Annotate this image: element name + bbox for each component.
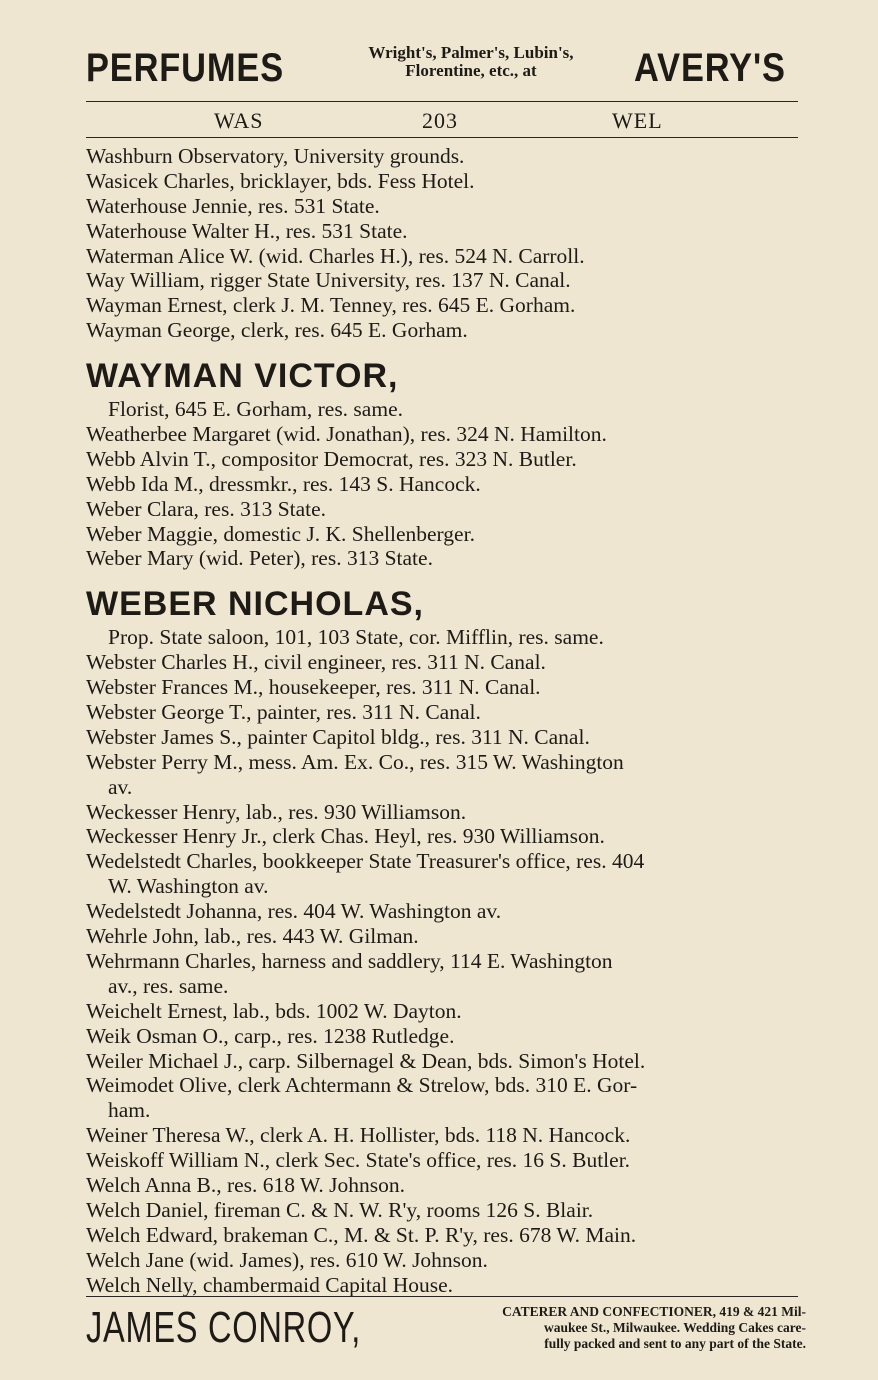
bottom-advertisement <box>86 1302 806 1354</box>
directory-entry: Webster Perry M., mess. Am. Ex. Co., res. 315 W. Washington <box>86 749 624 774</box>
directory-entry: Weatherbee Margaret (wid. Jonathan), res. 324 N. Hamilton. <box>86 422 607 447</box>
directory-entry: av., res. same. <box>108 973 229 998</box>
directory-entry: Webster Charles H., civil engineer, res. 311 N. Canal. <box>86 650 546 675</box>
directory-entry: Webster James S., painter Capitol bldg., res. 311 N. Canal. <box>86 724 590 749</box>
bottom-rule <box>86 1296 798 1297</box>
top-rule <box>86 101 798 102</box>
directory-entry: Weber Mary (wid. Peter), res. 313 State. <box>86 546 433 571</box>
directory-entry: Weber Maggie, domestic J. K. Shellenberger. <box>86 521 475 546</box>
directory-entry: Weichelt Ernest, lab., bds. 1002 W. Dayton. <box>86 998 462 1023</box>
ad-conroy-line1: CATERER AND CONFECTIONER, 419 & 421 Mil- <box>502 1304 806 1319</box>
ad-perfume-brands-line1: Wright's, Palmer's, Lubin's, <box>368 43 574 62</box>
directory-entry: Welch Nelly, chambermaid Capital House. <box>86 1272 454 1297</box>
directory-entry: Weckesser Henry, lab., res. 930 Williamson. <box>86 799 467 824</box>
directory-entry: Welch Daniel, fireman C. & N. W. R'y, rooms 126 S. Blair. <box>86 1197 594 1222</box>
directory-entry: Welch Edward, brakeman C., M. & St. P. R'y, res. 678 W. Main. <box>86 1222 637 1247</box>
directory-entry: Waterhouse Walter H., res. 531 State. <box>86 218 408 243</box>
directory-entry: av. <box>108 774 133 799</box>
ad-perfumes-word: PERFUMES <box>86 46 285 90</box>
directory-entry: Washburn Observatory, University grounds. <box>86 144 465 168</box>
directory-entry: Webster Frances M., housekeeper, res. 311 N. Canal. <box>86 675 541 700</box>
running-head-right: WEL <box>612 108 663 133</box>
directory-entry: Weiner Theresa W., clerk A. H. Hollister, bds. 118 N. Hancock. <box>86 1123 631 1148</box>
ad-conroy-text <box>396 1304 806 1352</box>
ad-perfume-brands-line2: Florentine, etc., at <box>405 61 537 80</box>
directory-entry: Wedelstedt Johanna, res. 404 W. Washington av. <box>86 899 502 924</box>
entry-heading: WEBER NICHOLAS, <box>86 585 424 624</box>
entry-heading: WAYMAN VICTOR, <box>86 357 399 396</box>
directory-entry: Webster George T., painter, res. 311 N. Canal. <box>86 700 481 725</box>
directory-entry: Waterman Alice W. (wid. Charles H.), res. 524 N. Carroll. <box>86 243 585 268</box>
directory-entry: Welch Jane (wid. James), res. 610 W. Johnson. <box>86 1247 488 1272</box>
directory-entry: Prop. State saloon, 101, 103 State, cor. Mifflin, res. same. <box>108 625 604 650</box>
directory-entry: Florist, 645 E. Gorham, res. same. <box>108 397 403 422</box>
directory-entry: Weckesser Henry Jr., clerk Chas. Heyl, res. 930 Williamson. <box>86 824 605 849</box>
running-head-left: WAS <box>214 108 264 133</box>
ad-perfume-brands <box>306 44 636 80</box>
directory-entry: Wayman Ernest, clerk J. M. Tenney, res. 645 E. Gorham. <box>86 293 576 318</box>
directory-entry: Wasicek Charles, bricklayer, bds. Fess Hotel. <box>86 168 475 193</box>
ad-conroy-line3: fully packed and sent to any part of the State. <box>544 1336 806 1351</box>
directory-entry: Wayman George, clerk, res. 645 E. Gorham. <box>86 318 468 343</box>
ad-averys-word: AVERY'S <box>634 46 786 90</box>
directory-entry: W. Washington av. <box>108 874 269 899</box>
ad-conroy-name: JAMES CONROY, <box>86 1303 361 1352</box>
directory-entry: Way William, rigger State University, res. 137 N. Canal. <box>86 268 571 293</box>
ad-conroy-line2: waukee St., Milwaukee. Wedding Cakes care- <box>543 1320 806 1335</box>
directory-entry: Weimodet Olive, clerk Achtermann & Strelow, bds. 310 E. Gor- <box>86 1073 638 1098</box>
directory-entry: ham. <box>108 1098 151 1123</box>
directory-entries <box>86 144 806 1297</box>
directory-entry: Webb Ida M., dressmkr., res. 143 S. Hancock. <box>86 471 481 496</box>
directory-entry: Weiskoff William N., clerk Sec. State's office, res. 16 S. Butler. <box>86 1148 631 1173</box>
directory-entry: Webb Alvin T., compositor Democrat, res. 323 N. Butler. <box>86 446 577 471</box>
directory-entry: Weiler Michael J., carp. Silbernagel & Dean, bds. Simon's Hotel. <box>86 1048 646 1073</box>
directory-entry: Waterhouse Jennie, res. 531 State. <box>86 193 380 218</box>
top-advertisement <box>86 42 802 94</box>
directory-entry: Welch Anna B., res. 618 W. Johnson. <box>86 1172 405 1197</box>
page-number: 203 <box>422 108 458 133</box>
directory-entry: Weik Osman O., carp., res. 1238 Rutledge. <box>86 1023 455 1048</box>
running-head <box>86 108 798 136</box>
directory-entry: Wehrle John, lab., res. 443 W. Gilman. <box>86 924 419 949</box>
header-rule <box>86 137 798 138</box>
directory-entry: Wehrmann Charles, harness and saddlery, 114 E. Washington <box>86 948 613 973</box>
directory-entry: Weber Clara, res. 313 State. <box>86 496 327 521</box>
directory-entry: Wedelstedt Charles, bookkeeper State Treasurer's office, res. 404 <box>86 849 645 874</box>
